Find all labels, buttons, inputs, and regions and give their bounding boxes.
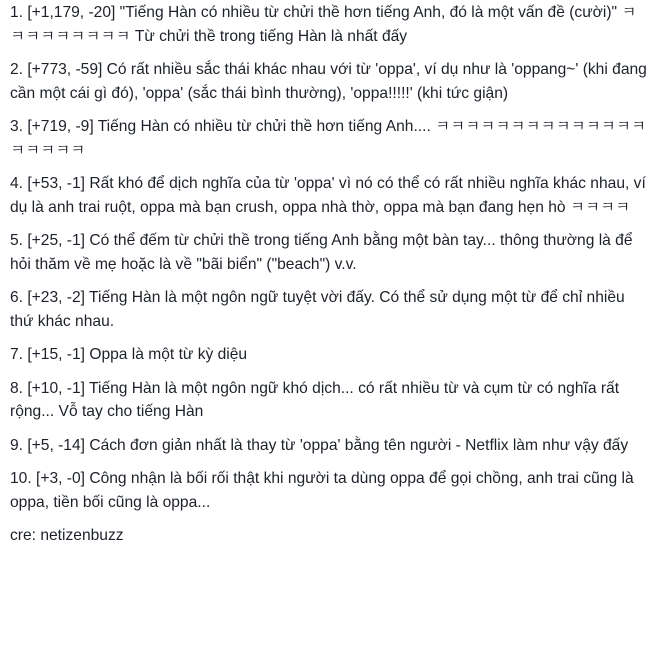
comment-2: 2. [+773, -59] Có rất nhiều sắc thái khác nhau với từ 'oppa', ví dụ như là 'oppang~' (khi đang cần một cái gì đó), 'oppa' (sắc thái bình thường), 'oppa!!!!!' (khi tức giận) (10, 61, 647, 102)
comment-5: 5. [+25, -1] Có thể đếm từ chửi thề trong tiếng Anh bằng một bàn tay... thông thường là để hỏi thăm về mẹ hoặc là về "bãi biển" ("beach") v.v. (10, 232, 633, 273)
comment-8: 8. [+10, -1] Tiếng Hàn là một ngôn ngữ khó dịch... có rất nhiều từ và cụm từ có nghĩa rất rộng... Vỗ tay cho tiếng Hàn (10, 379, 620, 420)
comment-1: 1. [+1,179, -20] "Tiếng Hàn có nhiều từ chửi thề hơn tiếng Anh, đó là một vấn đề (cười)" ㅋㅋㅋㅋㅋㅋㅋㅋㅋ Từ chửi thề trong tiếng Hàn là nhất đấy (10, 4, 637, 45)
comment-3: 3. [+719, -9] Tiếng Hàn có nhiều từ chửi thề hơn tiếng Anh.... ㅋㅋㅋㅋㅋㅋㅋㅋㅋㅋㅋㅋㅋㅋㅋㅋㅋㅋㅋ (10, 118, 647, 159)
comment-7: 7. [+15, -1] Oppa là một từ kỳ diệu (10, 346, 248, 363)
comment-4: 4. [+53, -1] Rất khó để dịch nghĩa của từ 'oppa' vì nó có thể có rất nhiều nghĩa khác nhau, ví dụ là anh trai ruột, oppa mà bạn crush, oppa nhà thờ, oppa mà bạn đang hẹn hò ㅋㅋㅋㅋ (10, 175, 646, 216)
source-credit: cre: netizenbuzz (10, 527, 124, 544)
comment-10: 10. [+3, -0] Công nhận là bối rối thật khi người ta dùng oppa để gọi chồng, anh trai cũng là oppa, tiền bối cũng là oppa... (10, 470, 634, 511)
comment-9: 9. [+5, -14] Cách đơn giản nhất là thay từ 'oppa' bằng tên người - Netflix làm như vậy đấy (10, 436, 629, 454)
comment-6: 6. [+23, -2] Tiếng Hàn là một ngôn ngữ tuyệt vời đấy. Có thể sử dụng một từ để chỉ nhiều thứ khác nhau. (10, 289, 625, 330)
